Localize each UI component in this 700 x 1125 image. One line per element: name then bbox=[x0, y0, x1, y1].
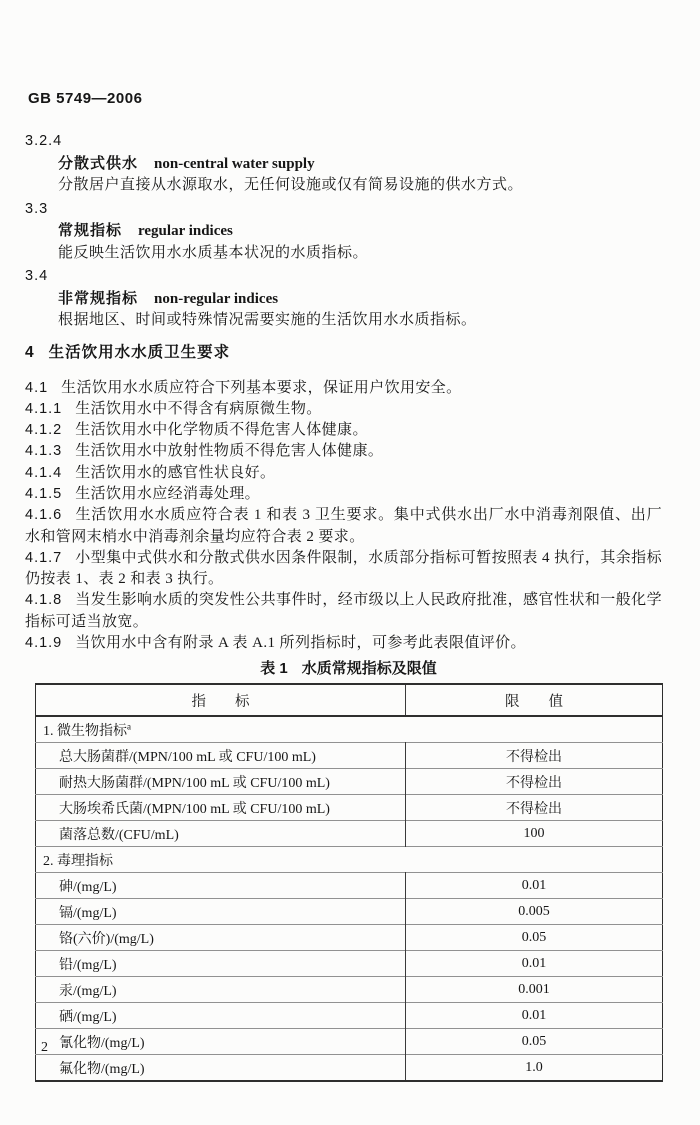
limit-cell: 不得检出 bbox=[406, 795, 663, 821]
table-row bbox=[36, 821, 663, 847]
indicator-cell: 砷/(mg/L) bbox=[36, 873, 406, 899]
limit-cell: 0.01 bbox=[406, 1003, 663, 1029]
clause bbox=[25, 548, 662, 591]
water-quality-table bbox=[35, 683, 663, 1082]
term-number: 3.4 bbox=[25, 268, 49, 284]
clause-number: 4.1.3 bbox=[25, 443, 63, 460]
table-caption bbox=[35, 657, 662, 678]
limit-cell: 0.05 bbox=[406, 925, 663, 951]
limit-cell: 0.005 bbox=[406, 899, 663, 925]
table-caption-label: 表 1 bbox=[260, 660, 288, 678]
limit-cell: 0.001 bbox=[406, 977, 663, 1003]
footnote-marker: a bbox=[127, 721, 131, 732]
indicator-cell: 耐热大肠菌群/(MPN/100 mL 或 CFU/100 mL) bbox=[36, 769, 406, 795]
table-row bbox=[36, 899, 663, 925]
table-caption-title: 水质常规指标及限值 bbox=[301, 660, 437, 678]
table-row bbox=[36, 1003, 663, 1029]
clause bbox=[25, 463, 662, 484]
term-zh: 非常规指标 bbox=[58, 289, 139, 307]
indicator-cell: 铅/(mg/L) bbox=[36, 951, 406, 977]
term-number: 3.3 bbox=[25, 200, 49, 217]
clause-number: 4.1.7 bbox=[25, 549, 63, 566]
limit-cell: 100 bbox=[406, 821, 663, 847]
term-en: non-central water supply bbox=[154, 155, 315, 172]
term-en: regular indices bbox=[138, 223, 233, 239]
clause bbox=[25, 484, 662, 505]
indicator-cell: 硒/(mg/L) bbox=[36, 1003, 406, 1029]
limit-cell: 1.0 bbox=[406, 1055, 663, 1082]
limit-cell: 0.05 bbox=[406, 1029, 663, 1055]
clause-list bbox=[25, 378, 662, 655]
clause-number: 4.1 bbox=[25, 379, 49, 396]
table-row bbox=[36, 925, 663, 951]
limit-cell: 0.01 bbox=[406, 873, 663, 899]
term-block bbox=[25, 131, 662, 197]
limit-cell: 不得检出 bbox=[406, 769, 663, 795]
section-row bbox=[36, 847, 663, 873]
clause-text: 生活饮用水水质应符合下列基本要求，保证用户饮用安全。 bbox=[61, 379, 462, 396]
clause-text: 生活饮用水的感官性状良好。 bbox=[75, 464, 276, 481]
table-row bbox=[36, 1055, 663, 1082]
indicator-cell: 大肠埃希氏菌/(MPN/100 mL 或 CFU/100 mL) bbox=[36, 795, 406, 821]
clause-text: 生活饮用水中放射性物质不得危害人体健康。 bbox=[75, 443, 384, 460]
clause-number: 4.1.4 bbox=[25, 464, 63, 481]
term-en: non-regular indices bbox=[154, 290, 279, 307]
indicator-cell: 氟化物/(mg/L) bbox=[36, 1055, 406, 1082]
clause bbox=[25, 378, 662, 399]
clause-number: 4.1.5 bbox=[25, 485, 63, 502]
term-title bbox=[58, 288, 662, 311]
term-zh: 常规指标 bbox=[58, 222, 123, 239]
clause-number: 4.1.8 bbox=[25, 592, 63, 609]
clause-text: 生活饮用水中不得含有病原微生物。 bbox=[75, 400, 322, 417]
clause-text: 当饮用水中含有附录 A 表 A.1 所列指标时，可参考此表限值评价。 bbox=[75, 635, 526, 652]
clause-text: 生活饮用水中化学物质不得危害人体健康。 bbox=[75, 422, 368, 439]
term-block bbox=[25, 199, 662, 265]
term-number: 3.2.4 bbox=[25, 133, 63, 149]
column-header-limit: 限 值 bbox=[406, 684, 663, 716]
term-zh: 分散式供水 bbox=[58, 154, 139, 172]
clause bbox=[25, 420, 662, 441]
chapter-title: 生活饮用水水质卫生要求 bbox=[48, 343, 231, 361]
table-header-row bbox=[36, 684, 663, 716]
section-label: 1. 微生物指标$^a$ bbox=[36, 716, 663, 743]
clause bbox=[25, 441, 662, 462]
limit-cell: 不得检出 bbox=[406, 743, 663, 769]
clause-text: 生活饮用水应经消毒处理。 bbox=[75, 485, 261, 502]
clause bbox=[25, 399, 662, 420]
table-row bbox=[36, 1029, 663, 1055]
term-title bbox=[58, 153, 662, 176]
table-row bbox=[36, 795, 663, 821]
page-number: 2 bbox=[41, 1040, 48, 1055]
term-definition: 能反映生活饮用水水质基本状况的水质指标。 bbox=[58, 244, 369, 261]
clause-number: 4.1.2 bbox=[25, 422, 63, 439]
term-definition: 分散居户直接从水源取水，无任何设施或仅有简易设施的供水方式。 bbox=[58, 177, 524, 193]
indicator-cell: 菌落总数/(CFU/mL) bbox=[36, 821, 406, 847]
table-row bbox=[36, 951, 663, 977]
table-row bbox=[36, 977, 663, 1003]
clause-number: 4.1.9 bbox=[25, 635, 63, 652]
page-content bbox=[25, 90, 662, 1082]
table-row bbox=[36, 769, 663, 795]
indicator-cell: 汞/(mg/L) bbox=[36, 977, 406, 1003]
indicator-cell: 镉/(mg/L) bbox=[36, 899, 406, 925]
clause bbox=[25, 633, 662, 654]
limit-cell: 0.01 bbox=[406, 951, 663, 977]
clause-text: 生活饮用水水质应符合表 1 和表 3 卫生要求。集中式供水出厂水中消毒剂限值、出厂水和管网末梢水中消毒剂余量均应符合表 2 要求。 bbox=[25, 507, 662, 545]
clause bbox=[25, 590, 662, 633]
table-row bbox=[36, 873, 663, 899]
chapter-number: 4 bbox=[25, 343, 35, 361]
section-label: 2. 毒理指标 bbox=[36, 847, 663, 873]
chapter-heading bbox=[25, 342, 662, 364]
indicator-cell: 总大肠菌群/(MPN/100 mL 或 CFU/100 mL) bbox=[36, 743, 406, 769]
term-block bbox=[25, 266, 662, 332]
column-header-indicator: 指 标 bbox=[36, 684, 406, 716]
standard-code: GB 5749—2006 bbox=[28, 90, 143, 107]
clause-text: 小型集中式供水和分散式供水因条件限制，水质部分指标可暂按照表 4 执行，其余指标仍按表 1、表 2 和表 3 执行。 bbox=[25, 549, 662, 588]
clause-number: 4.1.6 bbox=[25, 507, 63, 524]
clause-text: 当发生影响水质的突发性公共事件时，经市级以上人民政府批准，感官性状和一般化学指标可适当放宽。 bbox=[25, 592, 662, 630]
clause bbox=[25, 505, 662, 548]
indicator-cell: 铬(六价)/(mg/L) bbox=[36, 925, 406, 951]
section-row bbox=[36, 716, 663, 743]
table-row bbox=[36, 743, 663, 769]
clause-number: 4.1.1 bbox=[25, 400, 63, 417]
term-definition: 根据地区、时间或特殊情况需要实施的生活饮用水水质指标。 bbox=[58, 312, 477, 328]
term-title bbox=[58, 220, 662, 243]
indicator-cell: 氰化物/(mg/L) bbox=[36, 1029, 406, 1055]
